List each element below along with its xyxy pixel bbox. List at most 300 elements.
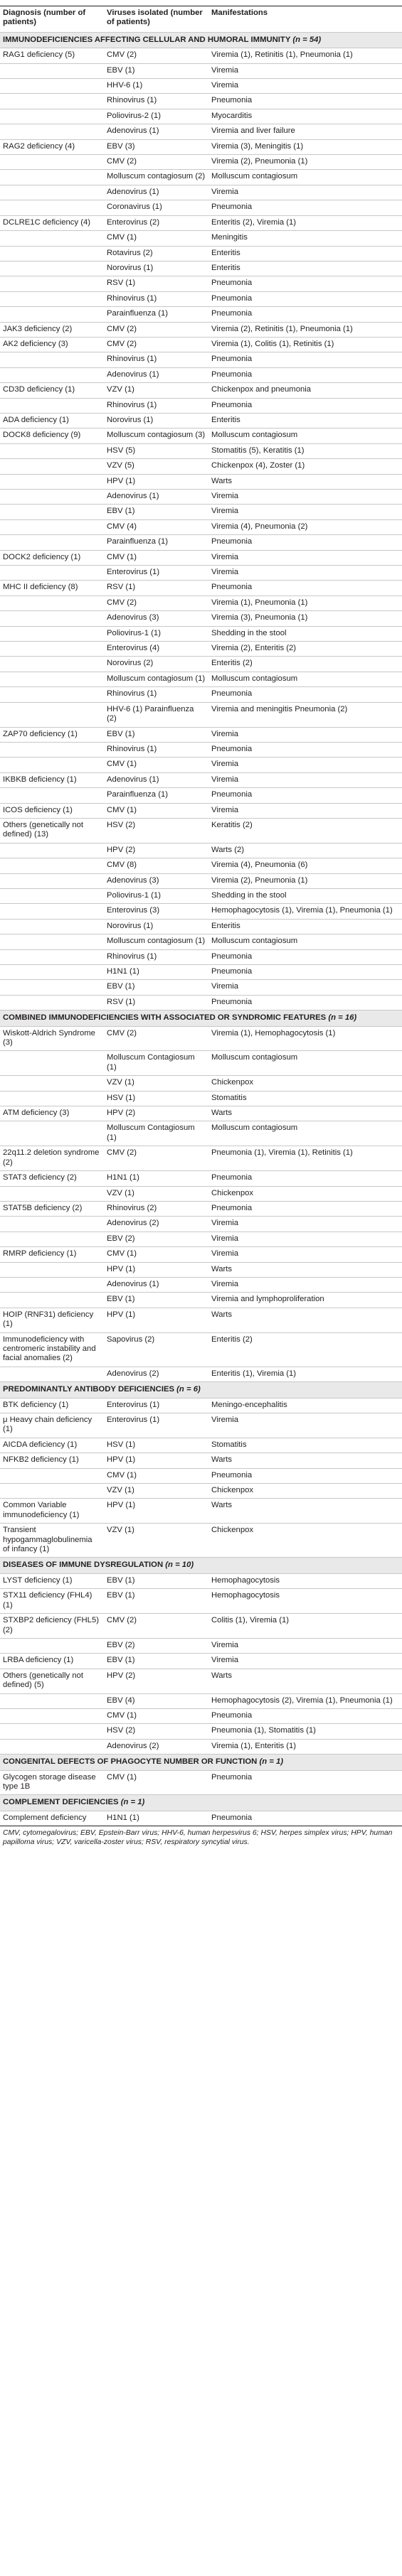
cell-manifestation: Viremia (3), Meningitis (1) xyxy=(208,139,402,154)
table-row xyxy=(0,642,402,657)
table-row xyxy=(0,596,402,610)
cell-virus: Molluscum Contagiosum (1) xyxy=(104,1051,208,1076)
cell-manifestation: Enteritis (2) xyxy=(208,1332,402,1367)
cell-diagnosis xyxy=(0,1186,104,1201)
cell-manifestation: Pneumonia xyxy=(208,1201,402,1216)
cell-manifestation: Hemophagocytosis (1), Viremia (1), Pneumonia (1) xyxy=(208,904,402,919)
header-diagnosis: Diagnosis (number of patients) xyxy=(3,9,86,27)
cell-diagnosis xyxy=(0,459,104,474)
cell-diagnosis xyxy=(0,231,104,246)
cell-virus: Parainfluenza (1) xyxy=(104,788,208,803)
cell-diagnosis xyxy=(0,888,104,903)
cell-virus: Enterovirus (1) xyxy=(104,1413,208,1438)
cell-diagnosis xyxy=(0,1262,104,1277)
cell-virus: EBV (4) xyxy=(104,1693,208,1708)
cell-virus: EBV (1) xyxy=(104,980,208,995)
cell-virus: Norovirus (1) xyxy=(104,413,208,428)
cell-diagnosis xyxy=(0,1217,104,1232)
cell-manifestation: Molluscum contagiosum xyxy=(208,672,402,686)
cell-manifestation: Viremia xyxy=(208,550,402,565)
cell-virus: CMV (2) xyxy=(104,48,208,63)
cell-manifestation: Pneumonia (1), Viremia (1), Retinitis (1) xyxy=(208,1146,402,1171)
cell-manifestation: Warts xyxy=(208,1499,402,1524)
cell-manifestation: Pneumonia xyxy=(208,995,402,1010)
cell-manifestation: Stomatitis xyxy=(208,1091,402,1106)
table-row xyxy=(0,772,402,787)
cell-virus: HPV (1) xyxy=(104,474,208,489)
cell-manifestation: Viremia xyxy=(208,490,402,505)
section-title-text: CONGENITAL DEFECTS OF PHAGOCYTE NUMBER OR FUNCTION xyxy=(3,1757,258,1767)
cell-manifestation: Warts xyxy=(208,1669,402,1693)
cell-manifestation: Viremia xyxy=(208,1247,402,1262)
table-row xyxy=(0,995,402,1010)
cell-virus: EBV (1) xyxy=(104,1589,208,1614)
table-row xyxy=(0,367,402,382)
cell-manifestation: Viremia (3), Pneumonia (1) xyxy=(208,611,402,626)
cell-diagnosis xyxy=(0,995,104,1010)
table-row xyxy=(0,535,402,550)
cell-manifestation: Enteritis xyxy=(208,919,402,934)
cell-virus: Enterovirus (2) xyxy=(104,215,208,230)
cell-virus: CMV (1) xyxy=(104,550,208,565)
cell-virus: Rhinovirus (1) xyxy=(104,291,208,306)
cell-virus: Norovirus (1) xyxy=(104,919,208,934)
cell-diagnosis xyxy=(0,934,104,949)
table-row xyxy=(0,1171,402,1186)
cell-virus: Parainfluenza (1) xyxy=(104,307,208,322)
table-row xyxy=(0,934,402,949)
table-row xyxy=(0,1811,402,1826)
cell-diagnosis: AICDA deficiency (1) xyxy=(0,1438,104,1453)
table-row xyxy=(0,505,402,519)
cell-virus: VZV (1) xyxy=(104,1484,208,1499)
cell-virus: HPV (1) xyxy=(104,1308,208,1332)
cell-manifestation: Viremia xyxy=(208,727,402,742)
cell-diagnosis: RMRP deficiency (1) xyxy=(0,1247,104,1262)
table-row xyxy=(0,1106,402,1121)
cell-manifestation: Viremia (1), Pneumonia (1) xyxy=(208,596,402,610)
cell-manifestation: Pneumonia xyxy=(208,200,402,215)
cell-diagnosis xyxy=(0,94,104,109)
table-row xyxy=(0,550,402,565)
cell-manifestation: Pneumonia xyxy=(208,687,402,702)
cell-manifestation: Molluscum contagiosum xyxy=(208,1121,402,1146)
cell-virus: Rotavirus (2) xyxy=(104,246,208,261)
cell-virus: Molluscum contagiosum (3) xyxy=(104,429,208,443)
cell-manifestation: Viremia (2), Enteritis (2) xyxy=(208,642,402,657)
table-row xyxy=(0,200,402,215)
cell-diagnosis: MHC II deficiency (8) xyxy=(0,581,104,596)
table-row xyxy=(0,1614,402,1639)
cell-diagnosis xyxy=(0,1693,104,1708)
cell-manifestation: Enteritis xyxy=(208,246,402,261)
cell-manifestation: Viremia (2), Pneumonia (1) xyxy=(208,873,402,888)
cell-manifestation: Pneumonia xyxy=(208,742,402,757)
cell-virus: HPV (2) xyxy=(104,1669,208,1693)
cell-manifestation: Warts xyxy=(208,474,402,489)
table-row xyxy=(0,858,402,873)
cell-diagnosis xyxy=(0,1232,104,1246)
table-row xyxy=(0,139,402,154)
cell-virus: CMV (2) xyxy=(104,1614,208,1639)
cell-diagnosis xyxy=(0,687,104,702)
cell-manifestation: Molluscum contagiosum xyxy=(208,934,402,949)
cell-diagnosis xyxy=(0,170,104,185)
cell-virus: Adenovirus (2) xyxy=(104,1367,208,1381)
cell-diagnosis: IKBKB deficiency (1) xyxy=(0,772,104,787)
cell-manifestation: Viremia (2), Pneumonia (1) xyxy=(208,155,402,170)
cell-diagnosis xyxy=(0,949,104,964)
cell-virus: CMV (1) xyxy=(104,1708,208,1723)
cell-manifestation: Pneumonia xyxy=(208,352,402,367)
cell-diagnosis xyxy=(0,788,104,803)
cell-virus: VZV (1) xyxy=(104,1076,208,1091)
table-row xyxy=(0,687,402,702)
cell-virus: Adenovirus (1) xyxy=(104,185,208,200)
section-count: (n = 6) xyxy=(176,1385,201,1394)
table-row xyxy=(0,702,402,727)
table-row xyxy=(0,803,402,818)
section-header-row xyxy=(0,1755,402,1770)
table-row xyxy=(0,788,402,803)
cell-manifestation: Molluscum contagiosum xyxy=(208,170,402,185)
cell-diagnosis xyxy=(0,505,104,519)
cell-virus: VZV (1) xyxy=(104,1186,208,1201)
cell-diagnosis xyxy=(0,642,104,657)
cell-diagnosis xyxy=(0,919,104,934)
table-row xyxy=(0,1524,402,1558)
cell-virus: Poliovirus-1 (1) xyxy=(104,626,208,641)
table-row xyxy=(0,1739,402,1754)
table-row xyxy=(0,965,402,980)
cell-virus: CMV (1) xyxy=(104,231,208,246)
cell-virus: EBV (1) xyxy=(104,1654,208,1669)
table-header-row xyxy=(0,6,402,33)
table-row xyxy=(0,1076,402,1091)
cell-diagnosis xyxy=(0,566,104,581)
cell-diagnosis xyxy=(0,873,104,888)
cell-virus: EBV (1) xyxy=(104,727,208,742)
cell-manifestation: Pneumonia xyxy=(208,276,402,291)
cell-diagnosis xyxy=(0,1708,104,1723)
cell-diagnosis: DOCK8 deficiency (9) xyxy=(0,429,104,443)
cell-diagnosis: Others (genetically not defined) (13) xyxy=(0,818,104,843)
cell-manifestation: Pneumonia xyxy=(208,1171,402,1186)
cell-virus: EBV (1) xyxy=(104,1293,208,1308)
cell-diagnosis xyxy=(0,1739,104,1754)
table-row xyxy=(0,566,402,581)
cell-manifestation: Viremia xyxy=(208,1232,402,1246)
cell-diagnosis: NFKB2 deficiency (1) xyxy=(0,1453,104,1468)
cell-manifestation: Pneumonia xyxy=(208,398,402,413)
cell-virus: HPV (1) xyxy=(104,1453,208,1468)
table-row xyxy=(0,276,402,291)
cell-manifestation: Meningo-encephalitis xyxy=(208,1398,402,1413)
cell-virus: EBV (1) xyxy=(104,1573,208,1588)
cell-virus: H1N1 (1) xyxy=(104,965,208,980)
cell-diagnosis xyxy=(0,291,104,306)
cell-manifestation: Viremia xyxy=(208,758,402,772)
cell-manifestation: Pneumonia xyxy=(208,581,402,596)
cell-manifestation: Shedding in the stool xyxy=(208,888,402,903)
cell-manifestation: Pneumonia xyxy=(208,535,402,550)
cell-diagnosis: Wiskott-Aldrich Syndrome (3) xyxy=(0,1026,104,1051)
cell-manifestation: Molluscum contagiosum xyxy=(208,429,402,443)
cell-manifestation: Warts xyxy=(208,1262,402,1277)
cell-virus: CMV (2) xyxy=(104,155,208,170)
cell-virus: Rhinovirus (2) xyxy=(104,1201,208,1216)
cell-virus: Enterovirus (1) xyxy=(104,1398,208,1413)
section-title-text: DISEASES OF IMMUNE DYSREGULATION xyxy=(3,1561,164,1570)
table-row xyxy=(0,1247,402,1262)
cell-virus: Norovirus (1) xyxy=(104,261,208,276)
cell-diagnosis xyxy=(0,1468,104,1483)
cell-virus: Rhinovirus (1) xyxy=(104,352,208,367)
section-title-text: IMMUNODEFICIENCIES AFFECTING CELLULAR AND HUMORAL IMMUNITY xyxy=(3,35,291,44)
cell-diagnosis: RAG2 deficiency (4) xyxy=(0,139,104,154)
cell-virus: CMV (1) xyxy=(104,758,208,772)
cell-diagnosis: BTK deficiency (1) xyxy=(0,1398,104,1413)
cell-manifestation: Pneumonia xyxy=(208,307,402,322)
cell-manifestation: Warts xyxy=(208,1106,402,1121)
cell-diagnosis: STX11 deficiency (FHL4) (1) xyxy=(0,1589,104,1614)
table-row xyxy=(0,1468,402,1483)
cell-virus: Molluscum contagiosum (2) xyxy=(104,170,208,185)
cell-diagnosis: STXBP2 deficiency (FHL5) (2) xyxy=(0,1614,104,1639)
cell-diagnosis xyxy=(0,63,104,78)
table-row xyxy=(0,322,402,337)
cell-diagnosis xyxy=(0,843,104,858)
cell-virus: Molluscum contagiosum (1) xyxy=(104,934,208,949)
cell-virus: RSV (1) xyxy=(104,581,208,596)
cell-virus: Rhinovirus (1) xyxy=(104,949,208,964)
table-row xyxy=(0,818,402,843)
table-row xyxy=(0,1293,402,1308)
cell-manifestation: Viremia (1), Retinitis (1), Pneumonia (1) xyxy=(208,48,402,63)
cell-diagnosis xyxy=(0,1724,104,1739)
section-count: (n = 10) xyxy=(165,1561,194,1570)
table-row xyxy=(0,124,402,139)
cell-virus: EBV (3) xyxy=(104,139,208,154)
cell-diagnosis: AK2 deficiency (3) xyxy=(0,337,104,352)
cell-manifestation: Warts (2) xyxy=(208,843,402,858)
cell-diagnosis: STAT5B deficiency (2) xyxy=(0,1201,104,1216)
cell-manifestation: Viremia and meningitis Pneumonia (2) xyxy=(208,702,402,727)
section-count: (n = 54) xyxy=(292,35,322,44)
table-row xyxy=(0,1201,402,1216)
cell-virus: Rhinovirus (1) xyxy=(104,687,208,702)
table-row xyxy=(0,459,402,474)
cell-virus: VZV (1) xyxy=(104,1524,208,1558)
table-row xyxy=(0,443,402,458)
table-row xyxy=(0,1262,402,1277)
cell-diagnosis xyxy=(0,858,104,873)
cell-diagnosis: Common Variable immunodeficiency (1) xyxy=(0,1499,104,1524)
cell-manifestation: Colitis (1), Viremia (1) xyxy=(208,1614,402,1639)
cell-manifestation: Viremia xyxy=(208,505,402,519)
table-row xyxy=(0,398,402,413)
table-row xyxy=(0,1091,402,1106)
table-row xyxy=(0,1232,402,1246)
cell-virus: HPV (2) xyxy=(104,843,208,858)
cell-virus: CMV (8) xyxy=(104,858,208,873)
cell-virus: HHV-6 (1) xyxy=(104,79,208,94)
table-row xyxy=(0,1367,402,1381)
cell-diagnosis xyxy=(0,490,104,505)
cell-virus: Coronavirus (1) xyxy=(104,200,208,215)
cell-manifestation: Hemophagocytosis xyxy=(208,1589,402,1614)
cell-diagnosis: ATM deficiency (3) xyxy=(0,1106,104,1121)
cell-manifestation: Viremia xyxy=(208,185,402,200)
cell-manifestation: Hemophagocytosis (2), Viremia (1), Pneumonia (1) xyxy=(208,1693,402,1708)
cell-virus: Molluscum contagiosum (1) xyxy=(104,672,208,686)
section-header-row xyxy=(0,1382,402,1398)
cell-diagnosis xyxy=(0,657,104,672)
table-row xyxy=(0,1438,402,1453)
cell-virus: EBV (1) xyxy=(104,505,208,519)
cell-diagnosis xyxy=(0,398,104,413)
cell-diagnosis xyxy=(0,352,104,367)
cell-diagnosis: ZAP70 deficiency (1) xyxy=(0,727,104,742)
table-row xyxy=(0,727,402,742)
cell-virus: CMV (2) xyxy=(104,322,208,337)
table-row xyxy=(0,1654,402,1669)
table-row xyxy=(0,383,402,398)
section-title xyxy=(0,1558,402,1573)
section-count: (n = 16) xyxy=(328,1013,357,1023)
table-row xyxy=(0,1277,402,1292)
abbreviations-footnote: CMV, cytomegalovirus; EBV, Epstein-Barr virus; HHV-6, human herpesvirus 6; HSV, herpes simplex virus; HPV, human papilloma virus; VZV, varicella-zoster virus; RSV, respiratory syncytial virus. xyxy=(3,1829,393,1846)
table-row xyxy=(0,1573,402,1588)
cell-manifestation: Enteritis xyxy=(208,261,402,276)
cell-diagnosis xyxy=(0,79,104,94)
cell-virus: Enterovirus (1) xyxy=(104,566,208,581)
cell-virus: CMV (1) xyxy=(104,1247,208,1262)
cell-virus: HSV (2) xyxy=(104,1724,208,1739)
header-manifestations: Manifestations xyxy=(211,9,268,17)
table-row xyxy=(0,1308,402,1332)
cell-virus: CMV (4) xyxy=(104,519,208,534)
table-row xyxy=(0,246,402,261)
cell-diagnosis xyxy=(0,626,104,641)
table-row xyxy=(0,1669,402,1693)
table-row xyxy=(0,1453,402,1468)
cell-manifestation: Enteritis (2), Viremia (1) xyxy=(208,215,402,230)
cell-diagnosis: Others (genetically not defined) (5) xyxy=(0,1669,104,1693)
section-title xyxy=(0,1795,402,1811)
cell-diagnosis xyxy=(0,980,104,995)
cell-virus: CMV (1) xyxy=(104,1468,208,1483)
cell-diagnosis xyxy=(0,109,104,124)
table-row xyxy=(0,919,402,934)
cell-manifestation: Viremia xyxy=(208,1277,402,1292)
cell-diagnosis xyxy=(0,443,104,458)
table-row xyxy=(0,980,402,995)
cell-manifestation: Shedding in the stool xyxy=(208,626,402,641)
table-row xyxy=(0,1724,402,1739)
cell-diagnosis: DCLRE1C deficiency (4) xyxy=(0,215,104,230)
cell-diagnosis: ICOS deficiency (1) xyxy=(0,803,104,818)
cell-manifestation: Chickenpox xyxy=(208,1524,402,1558)
cell-virus: EBV (1) xyxy=(104,63,208,78)
cell-diagnosis xyxy=(0,904,104,919)
cell-manifestation: Myocarditis xyxy=(208,109,402,124)
cell-manifestation: Viremia xyxy=(208,980,402,995)
table-row xyxy=(0,742,402,757)
table-row xyxy=(0,231,402,246)
section-title xyxy=(0,1011,402,1026)
table-row xyxy=(0,888,402,903)
cell-manifestation: Pneumonia xyxy=(208,367,402,382)
table-row xyxy=(0,1026,402,1051)
cell-virus: CMV (2) xyxy=(104,337,208,352)
cell-manifestation: Pneumonia xyxy=(208,1708,402,1723)
table-row xyxy=(0,337,402,352)
table-row xyxy=(0,1217,402,1232)
cell-diagnosis: Transient hypogammaglobulinemia of infancy (1) xyxy=(0,1524,104,1558)
cell-diagnosis xyxy=(0,1367,104,1381)
cell-diagnosis xyxy=(0,965,104,980)
cell-manifestation: Viremia (4), Pneumonia (2) xyxy=(208,519,402,534)
section-header-row xyxy=(0,32,402,48)
cell-diagnosis xyxy=(0,1051,104,1076)
cell-virus: CMV (2) xyxy=(104,596,208,610)
table-row xyxy=(0,949,402,964)
cell-virus: Molluscum Contagiosum (1) xyxy=(104,1121,208,1146)
section-header-row xyxy=(0,1558,402,1573)
cell-manifestation: Viremia xyxy=(208,63,402,78)
section-count: (n = 1) xyxy=(120,1798,145,1807)
table-row xyxy=(0,758,402,772)
cell-manifestation: Pneumonia xyxy=(208,1770,402,1795)
cell-virus: CMV (1) xyxy=(104,803,208,818)
cell-diagnosis: HOIP (RNF31) deficiency (1) xyxy=(0,1308,104,1332)
cell-virus: Enterovirus (3) xyxy=(104,904,208,919)
table-row xyxy=(0,1121,402,1146)
cell-diagnosis xyxy=(0,155,104,170)
cell-diagnosis xyxy=(0,1277,104,1292)
cell-manifestation: Hemophagocytosis xyxy=(208,1573,402,1588)
table-row xyxy=(0,291,402,306)
cell-manifestation: Viremia xyxy=(208,566,402,581)
cell-virus: EBV (2) xyxy=(104,1638,208,1653)
cell-virus: H1N1 (1) xyxy=(104,1171,208,1186)
table-row xyxy=(0,1186,402,1201)
cell-diagnosis xyxy=(0,246,104,261)
table-row xyxy=(0,1413,402,1438)
cell-diagnosis xyxy=(0,1484,104,1499)
cell-diagnosis xyxy=(0,1293,104,1308)
cell-diagnosis xyxy=(0,1121,104,1146)
cell-virus: HPV (1) xyxy=(104,1499,208,1524)
section-header-row xyxy=(0,1795,402,1811)
cell-virus: Adenovirus (2) xyxy=(104,1217,208,1232)
table-body xyxy=(0,32,402,1826)
cell-virus: VZV (1) xyxy=(104,383,208,398)
cell-manifestation: Viremia xyxy=(208,1654,402,1669)
cell-virus: RSV (1) xyxy=(104,995,208,1010)
cell-virus: Adenovirus (3) xyxy=(104,873,208,888)
cell-manifestation: Enteritis (2) xyxy=(208,657,402,672)
table-row xyxy=(0,672,402,686)
table-row xyxy=(0,185,402,200)
cell-manifestation: Viremia (1), Colitis (1), Retinitis (1) xyxy=(208,337,402,352)
cell-virus: Adenovirus (2) xyxy=(104,1739,208,1754)
cell-diagnosis xyxy=(0,276,104,291)
table-row xyxy=(0,170,402,185)
cell-diagnosis: μ Heavy chain deficiency (1) xyxy=(0,1413,104,1438)
table-row xyxy=(0,519,402,534)
